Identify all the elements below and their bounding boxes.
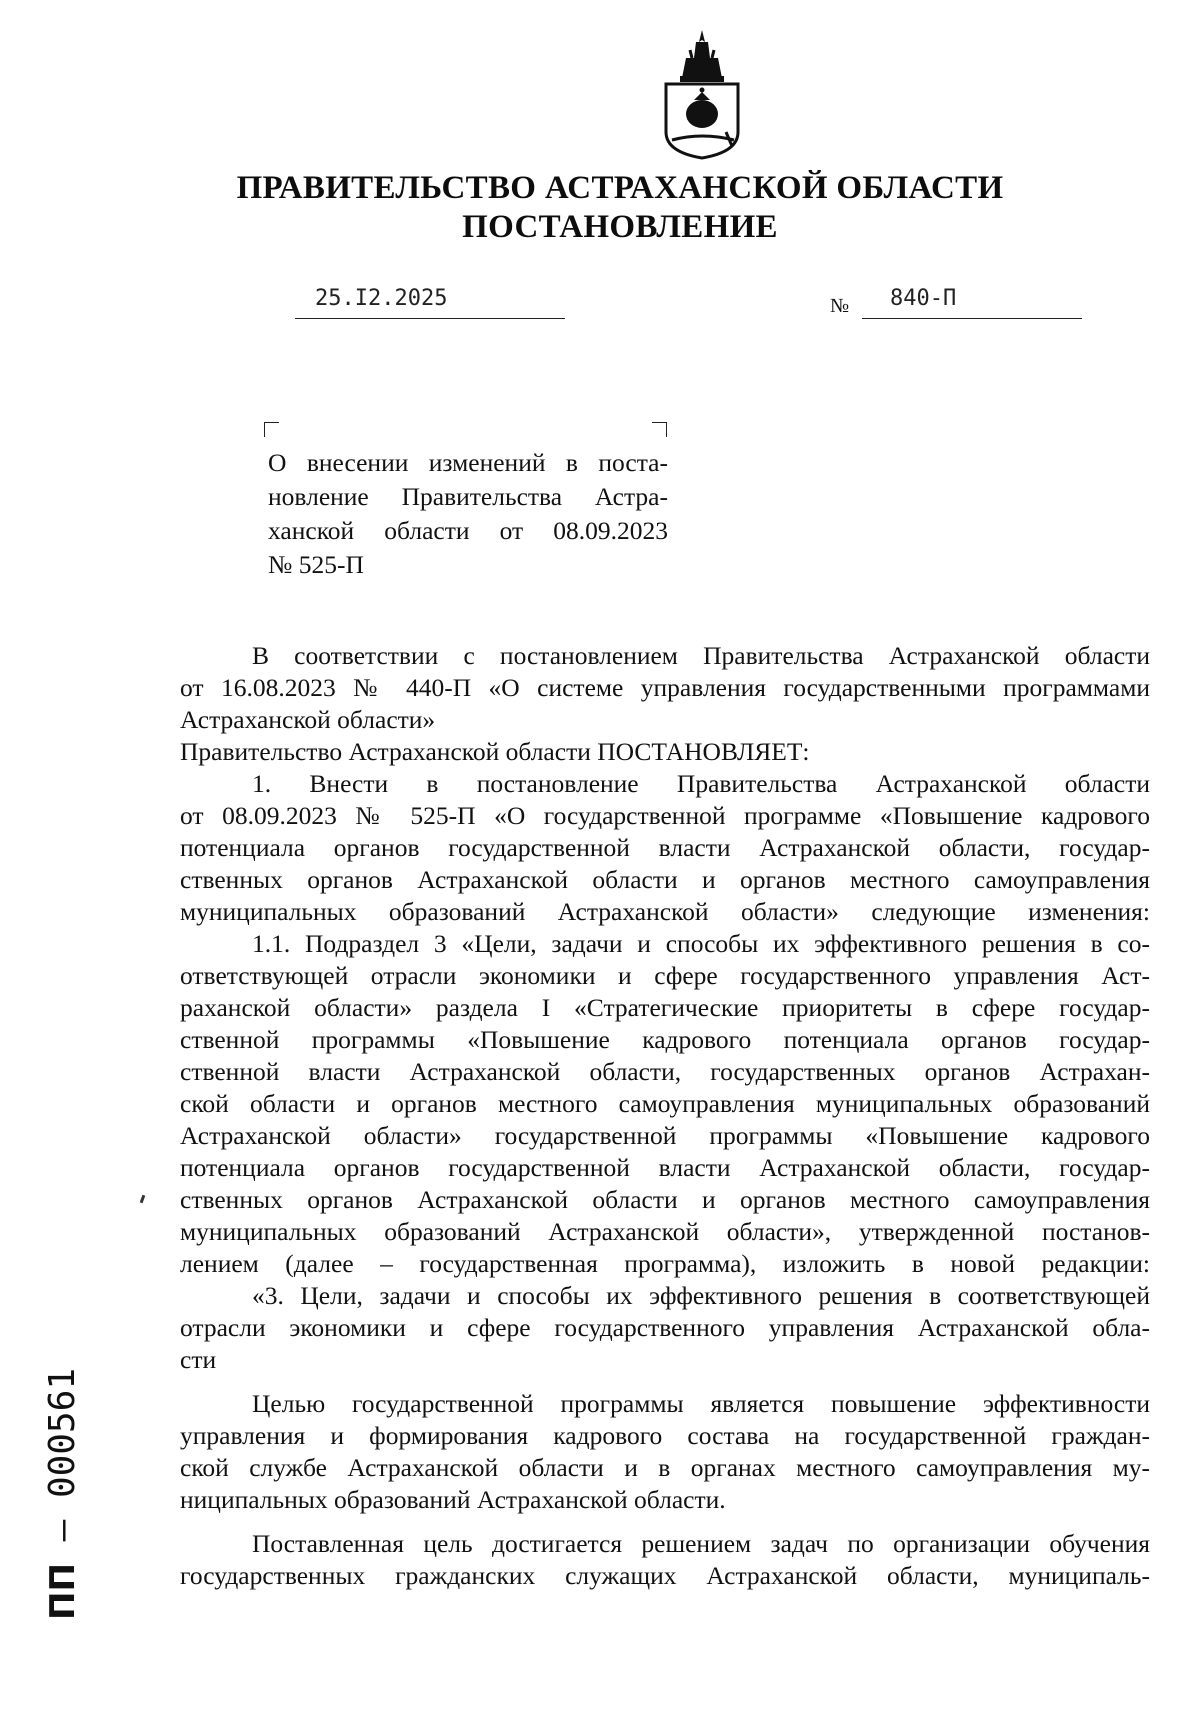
section3-line: отрасли экономики и сфере государственного управления Астраханской обла- xyxy=(180,1313,1150,1342)
item1-1-line: муниципальных образований Астраханской области», утвержденной постанов- xyxy=(180,1217,1150,1246)
subject-line: № 525-П xyxy=(268,550,364,579)
subject-line: ханской области от 08.09.2023 xyxy=(268,516,668,545)
document-body xyxy=(180,640,1150,1592)
preamble-line: В соответствии с постановлением Правительства Астраханской области xyxy=(252,641,1150,670)
document-subject xyxy=(268,446,668,582)
item1-line: ственных органов Астраханской области и органов местного самоуправления xyxy=(180,865,1150,894)
tasks-line: Поставленная цель достигается решением задач по организации обучения xyxy=(252,1529,1150,1558)
item1-1-line: раханской области» раздела I «Стратегические приоритеты в сфере государ- xyxy=(180,993,1150,1022)
item1-line: потенциала органов государственной власти Астраханской области, государ- xyxy=(180,833,1150,862)
subject-bracket-left xyxy=(264,422,279,437)
document-type: ПОСТАНОВЛЕНИЕ xyxy=(462,209,778,245)
item1-1-line: ственных органов Астраханской области и органов местного самоуправления xyxy=(180,1185,1150,1214)
item1-1-line: ственной программы «Повышение кадрового потенциала органов государ- xyxy=(180,1025,1150,1054)
item1-line: 1. Внести в постановление Правительства Астраханской области xyxy=(252,769,1150,798)
document-number: 840-П xyxy=(890,286,957,311)
number-sign: № xyxy=(830,295,850,317)
item1-1-line: ственной власти Астраханской области, государственных органов Астрахан- xyxy=(180,1057,1150,1086)
number-field xyxy=(862,286,1082,319)
subject-bracket-right xyxy=(652,422,667,437)
paragraph-gap xyxy=(180,1376,1150,1388)
subject-line: О внесении изменений в поста- xyxy=(268,448,668,477)
preamble-line: Астраханской области» xyxy=(180,705,436,734)
goal-line: управления и формирования кадрового состава на государственной граждан- xyxy=(180,1421,1150,1450)
coat-of-arms-emblem xyxy=(652,28,752,160)
item1-1-line: ской области и органов местного самоуправления муниципальных образований xyxy=(180,1089,1150,1118)
tasks-line: государственных гражданских служащих Астраханской области, муниципаль- xyxy=(180,1561,1150,1590)
decree-line: Правительство Астраханской области ПОСТАНОВЛЯЕТ: xyxy=(180,737,810,766)
organization-title: ПРАВИТЕЛЬСТВО АСТРАХАНСКОЙ ОБЛАСТИ xyxy=(236,170,1004,206)
stamp-prefix: ПП xyxy=(43,1563,83,1620)
scan-mark xyxy=(140,1195,146,1204)
item1-line: муниципальных образований Астраханской области» следующие изменения: xyxy=(180,897,1150,926)
goal-line: ниципальных образований Астраханской области. xyxy=(180,1485,726,1514)
paragraph-gap xyxy=(180,1516,1150,1528)
registration-stamp xyxy=(42,1368,83,1620)
item1-1-line: лением (далее – государственная программа), изложить в новой редакции: xyxy=(180,1249,1150,1278)
section3-line: сти xyxy=(180,1345,217,1374)
goal-line: Целью государственной программы является повышение эффективности xyxy=(252,1389,1150,1418)
item1-1-line: потенциала органов государственной власти Астраханской области, государ- xyxy=(180,1153,1150,1182)
stamp-dash: – xyxy=(42,1498,83,1564)
item1-line: от 08.09.2023 № 525-П «О государственной программе «Повышение кадрового xyxy=(180,801,1150,830)
stamp-code: 000561 xyxy=(42,1368,83,1499)
goal-line: ской службе Астраханской области и в органах местного самоуправления му- xyxy=(180,1453,1150,1482)
preamble-line: от 16.08.2023 № 440-П «О системе управления государственными программами xyxy=(180,673,1150,702)
document-date: 25.I2.2025 xyxy=(315,286,448,311)
item1-1-line: ответствующей отрасли экономики и сфере государственного управления Аст- xyxy=(180,961,1150,990)
date-field xyxy=(295,286,565,319)
section3-line: «3. Цели, задачи и способы их эффективного решения в соответствующей xyxy=(252,1281,1150,1310)
item1-1-line: Астраханской области» государственной программы «Повышение кадрового xyxy=(180,1121,1150,1150)
item1-1-line: 1.1. Подраздел 3 «Цели, задачи и способы их эффективного решения в со- xyxy=(252,929,1150,958)
subject-line: новление Правительства Астра- xyxy=(268,482,668,511)
